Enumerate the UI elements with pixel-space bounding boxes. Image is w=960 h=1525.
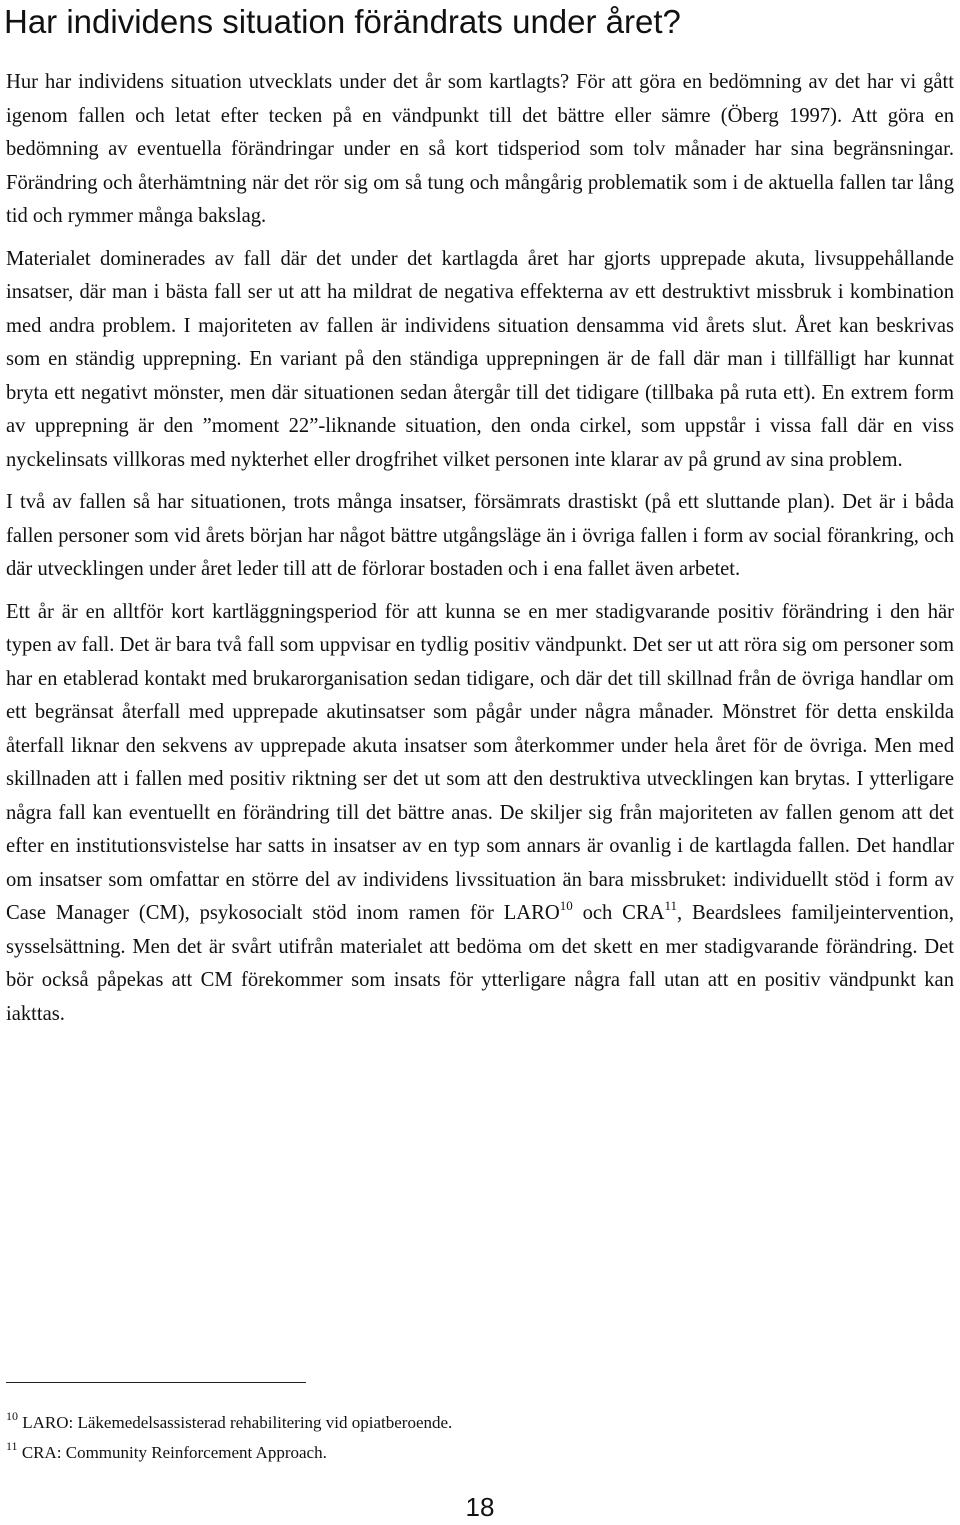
- paragraph-4-part-1: Ett år är en alltför kort kartläggningsperiod för att kunna se en mer stadigvarande positiv förändring i den här typen av fall. Det är bara två fall som uppvisar en tydlig positiv vändpunkt. Det ser ut att röra sig om personer som har en etablerad kontakt med brukarorganisation sedan tidigare, och där det till skillnad från de övriga handlar om ett begränsat återfall med upprepade akutinsatser som pågår under några månader. Mönstret för detta enskilda återfall liknar den sekvens av upprepade akuta insatser som återkommer under hela året för de övriga. Men med skillnaden att i fallen med positiv riktning ser det ut som att den destruktiva utvecklingen kan brytas. I ytterligare några fall kan eventuellt en förändring till det bättre anas. De skiljer sig från majoriteten av fallen genom att det efter en institutionsvistelse har satts in insatser av en typ som annars är ovanlig i de kartlagda fallen. Det handlar om insatser som omfattar en större del av individens livssituation än bara missbruket: individuellt stöd i form av Case Manager (CM), psykosocialt stöd inom ramen för LARO: [6, 600, 954, 924]
- footnote-number: 10: [6, 1409, 18, 1424]
- paragraph-1: Hur har individens situation utvecklats under det år som kartlagts? För att göra en bedömning av det har vi gått igenom fallen och letat efter tecken på en vändpunkt till det bättre eller sämre (Öberg 1997). Att göra en bedömning av eventuella förändringar under en så kort tidsperiod som tolv månader har sina begränsningar. Förändring och återhämtning när det rör sig om så tung och mångårig problematik som i de aktuella fallen tar lång tid och rymmer många bakslag.: [6, 71, 954, 227]
- paragraph-4-part-3: , Beardslees familjeintervention, sysselsättning. Men det är svårt utifrån materialet att bedöma om det skett en mer stadigvarande förändring. Det bör också påpekas att CM förekommer som insats för ytterligare några fall utan att en positiv vändpunkt kan iakttas.: [6, 902, 955, 1025]
- footnote-separator: [6, 1382, 306, 1383]
- footnote-ref-10: 10: [559, 898, 573, 914]
- footnote-text: LARO: Läkemedelsassisterad rehabilitering vid opiatberoende.: [22, 1413, 453, 1432]
- footnote-text: CRA: Community Reinforcement Approach.: [21, 1443, 327, 1462]
- footnote-11: [6, 1438, 906, 1468]
- footnote-number: 11: [6, 1439, 18, 1454]
- paragraph-4-part-2: och CRA: [572, 902, 665, 924]
- body-text: [6, 66, 954, 1040]
- page-number: 18: [465, 1492, 495, 1522]
- footnotes: [6, 1408, 906, 1468]
- footnote-ref-11: 11: [664, 898, 678, 914]
- paragraph-4: [6, 596, 954, 1032]
- paragraph-3: I två av fallen så har situationen, trots många insatser, försämrats drastiskt (på ett sluttande plan). Det är i båda fallen personer som vid årets början har något bättre utgångsläge än i övriga fallen i form av social förankring, och där utvecklingen under året leder till att de förlorar bostaden och i ena fallet även arbetet.: [6, 491, 954, 580]
- paragraph-2: Materialet dominerades av fall där det under det kartlagda året har gjorts upprepade akuta, livsuppehållande insatser, där man i bästa fall ser ut att ha mildrat de negativa effekterna av ett destruktivt missbruk i kombination med andra problem. I majoriteten av fallen är individens situation densamma vid årets slut. Året kan beskrivas som en ständig upprepning. En variant på den ständiga upprepningen är de fall där man i tillfälligt har kunnat bryta ett negativt mönster, men där situationen sedan återgår till det tidigare (tillbaka på ruta ett). En extrem form av upprepning är den ”moment 22”-liknande situation, den onda cirkel, som uppstår i vissa fall där en viss nyckelinsats villkoras med nykterhet eller drogfrihet vilket personen inte klarar av på grund av sina problem.: [6, 247, 954, 471]
- page-heading: Har individens situation förändrats under året?: [4, 3, 681, 40]
- footnote-10: [6, 1408, 906, 1438]
